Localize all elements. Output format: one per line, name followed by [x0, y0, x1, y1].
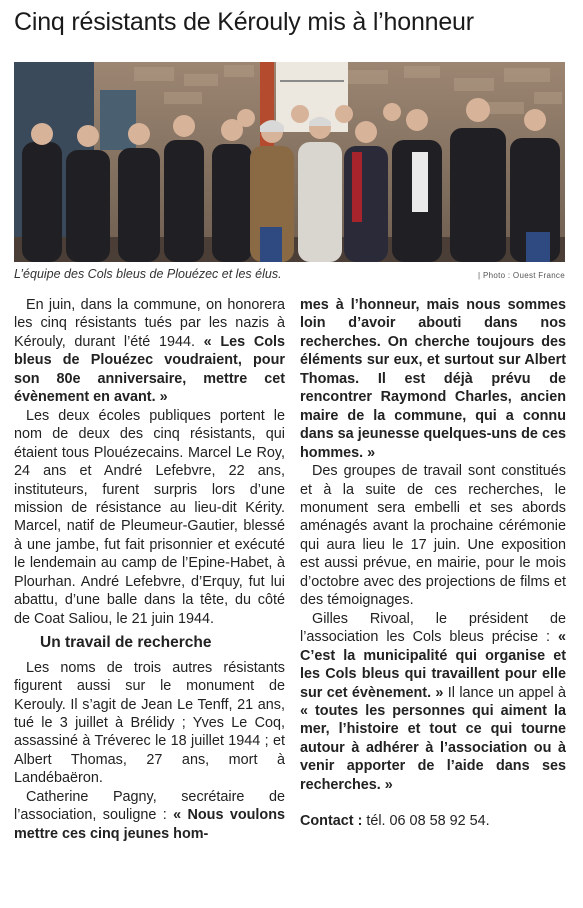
article-column-left: [14, 296, 285, 843]
intro-quote: « Les Cols bleus de Plouézec voudraient, pour son 80e anniversaire, mettre cet évènement en avant. »: [14, 333, 286, 406]
photo-credit: | Photo : Ouest France: [478, 271, 565, 280]
article-column-right: [300, 296, 566, 831]
section-subhead: Un travail de recherche: [40, 634, 212, 652]
contact-label: Contact :: [300, 813, 363, 830]
paragraph-schools: Les deux écoles publiques portent le nom de deux des cinq résistants, qui étaient tous Plouézecains. Marcel Le Roy, 24 ans et André Lefebvre, 22 ans, instituteurs, furent surpris lors d’une mission de résistance au lieu-dit Kérity. Marcel, natif de Pleumeur-Gautier, blessé à une jambe, fut fait prisonnier et exécuté le lendemain au camp de l’Epine-Habet, à Plourhan. André Lefebvre, d’Erquy, fut lui abattu, d’une balle dans la tête, du côté de Coat Saliou, le 21 juin 1944.: [14, 407, 285, 627]
article-headline: Cinq résistants de Kérouly mis à l’honneur: [14, 8, 474, 36]
president-text: Gilles Rivoal, le président de l’association les Cols bleus précise :: [300, 610, 566, 646]
president-quote: « C’est la municipalité qui organise et les Cols bleus qui travaillent pour elle sur cet évènement. »: [300, 629, 566, 701]
secretary-quote-end: mes à l’honneur, mais nous sommes loin d’avoir abouti dans nos recherches. On cherche toujours des éléments sur eux, et surtout sur Albert Thomas. Il est déjà prévu de rencontrer Raymond Charles, ancien maire de la commune, qui a connu dans sa jeunesse quelques-uns de ces hommes. »: [300, 297, 566, 461]
paragraph-other-names: Les noms de trois autres résistants figurent aussi sur le monument de Kerouly. Il s’agit de Jean Le Tenff, 21 ans, tué le 3 juillet à Brélidy ; Yves Le Coq, assassiné à Tréverec le 18 juillet 1944 ; et Albert Thomas, 27 ans, mort à Landébaëron.: [14, 659, 285, 787]
appeal-text: Il lance un appel à: [447, 684, 567, 701]
group-photo: [14, 62, 565, 262]
paragraph-quote-continued: [300, 296, 566, 462]
secretary-quote-start: « Nous voulons mettre ces cinq jeunes hom-: [14, 807, 285, 842]
paragraph-working-groups: Des groupes de travail sont constitués et à la suite de ces recherches, le monument sera embelli et ses abords aménagés avant la prochaine cérémonie qui aura lieu le 17 juin. Une exposition est aussi prévue, en mairie, pour le mois d’octobre avec des projections de films et des témoignages.: [300, 463, 566, 609]
appeal-quote: « toutes les personnes qui aiment la mer, l’histoire et tout ce qui tourne autour à adhérer à l’association ou à venir apporter de l’aide dans ses recherches. »: [300, 702, 566, 793]
contact-phone[interactable]: tél. 06 08 58 92 54.: [366, 813, 490, 830]
intro-text: En juin, dans la commune, on honorera les cinq résistants tués par les nazis à Kérouly, durant l’été 1944.: [14, 297, 285, 350]
secretary-text: Catherine Pagny, secrétaire de l’association, souligne :: [14, 788, 285, 824]
paragraph-president: [300, 610, 566, 795]
paragraph-intro: [14, 296, 285, 407]
contact-line: [300, 812, 566, 830]
group-photo-illustration: [14, 62, 565, 262]
photo-caption: L’équipe des Cols bleus de Plouézec et les élus.: [14, 267, 282, 281]
paragraph-secretary: [14, 788, 285, 843]
